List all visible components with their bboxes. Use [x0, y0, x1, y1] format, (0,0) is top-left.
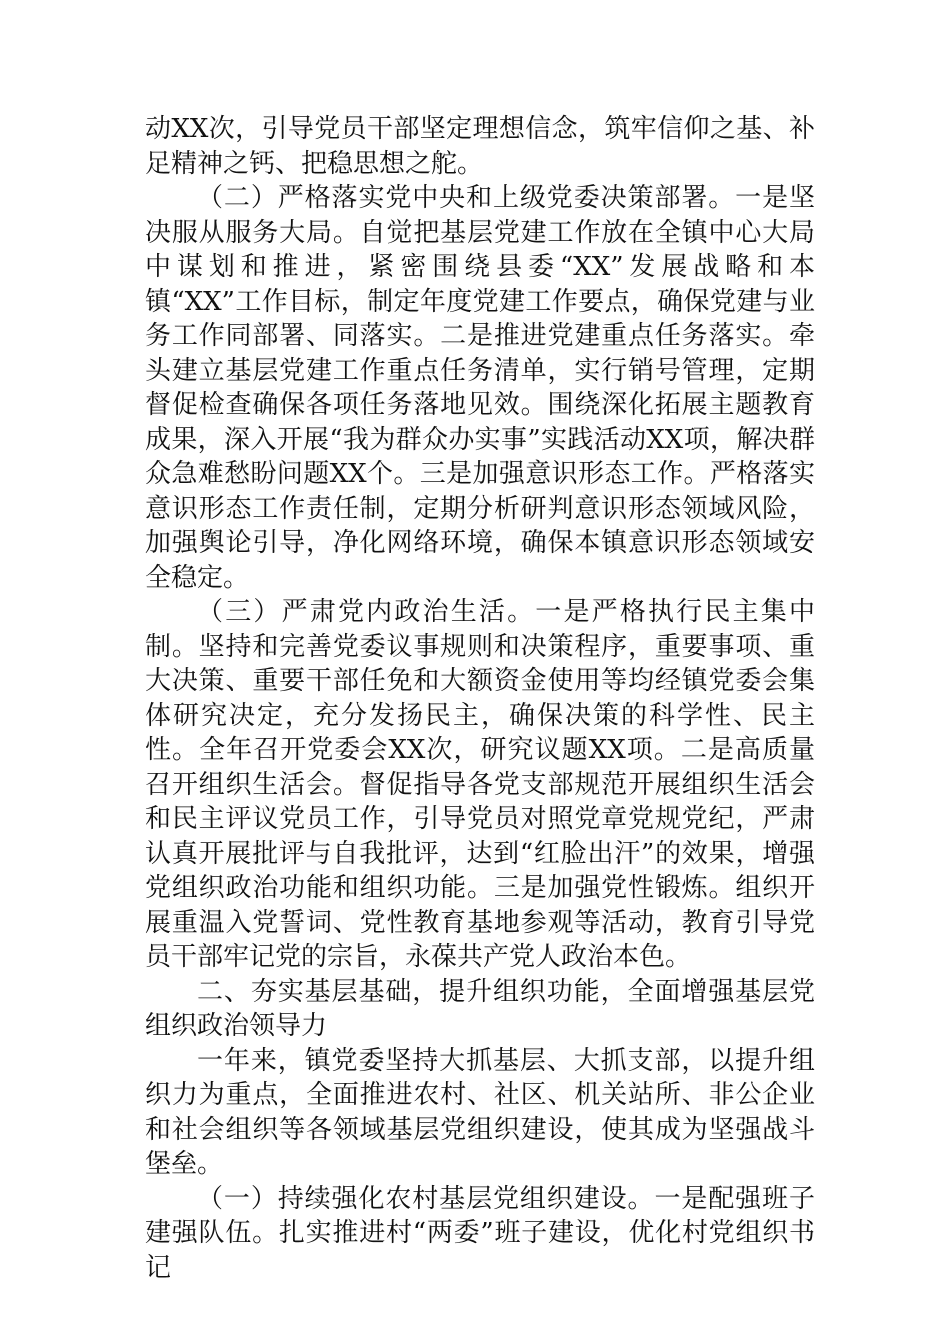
paragraph-section-intro: 一年来，镇党委坚持大抓基层、大抓支部，以提升组织力为重点，全面推进农村、社区、机关站所、非公企业和社会组织等各领域基层党组织建设，使其成为坚强战斗堡垒。	[145, 1045, 815, 1179]
paragraph-subsection-two: （二）严格落实党中央和上级党委决策部署。一是坚决服从服务大局。自觉把基层党建工作放在全镇中心大局中谋划和推进，紧密围绕县委“XX”发展战略和本镇“XX”工作目标，制定年度党建工作要点，确保党建与业务工作同部署、同落实。二是推进党建重点任务落实。牵头建立基层党建工作重点任务清单，实行销号管理，定期督促检查确保各项任务落地见效。围绕深化拓展主题教育成果，深入开展“我为群众办实事”实践活动XX项，解决群众急难愁盼问题XX个。三是加强意识形态工作。严格落实意识形态工作责任制，定期分析研判意识形态领域风险，加强舆论引导，净化网络环境，确保本镇意识形态领域安全稳定。	[145, 183, 815, 593]
document-body	[145, 112, 815, 1285]
paragraph-subsection-three: （三）严肃党内政治生活。一是严格执行民主集中制。坚持和完善党委议事规则和决策程序，重要事项、重大决策、重要干部任免和大额资金使用等均经镇党委会集体研究决定，充分发扬民主，确保决策的科学性、民主性。全年召开党委会XX次，研究议题XX项。二是高质量召开组织生活会。督促指导各党支部规范开展组织生活会和民主评议党员工作，引导党员对照党章党规党纪，严肃认真开展批评与自我批评，达到“红脸出汗”的效果，增强党组织政治功能和组织功能。三是加强党性锻炼。组织开展重温入党誓词、党性教育基地参观等活动，教育引导党员干部牢记党的宗旨，永葆共产党人政治本色。	[145, 597, 815, 972]
paragraph-continuation: 动XX次，引导党员干部坚定理想信念，筑牢信仰之基、补足精神之钙、把稳思想之舵。	[145, 114, 815, 179]
section-heading-two: 二、夯实基层基础，提升组织功能，全面增强基层党组织政治领导力	[145, 976, 815, 1041]
paragraph-subsection-one: （一）持续强化农村基层党组织建设。一是配强班子建强队伍。扎实推进村“两委”班子建设，优化村党组织书记	[145, 1183, 815, 1283]
